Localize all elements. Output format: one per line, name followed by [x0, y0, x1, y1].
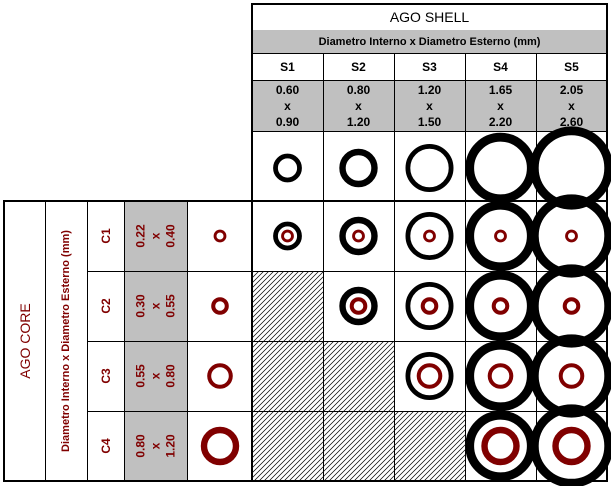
core-inner-diameter: 0.22 [133, 224, 147, 248]
core-x-separator: x [148, 372, 162, 380]
combo-core-ring [567, 231, 577, 241]
combo-core-ring [352, 299, 366, 313]
combo-core-ring [419, 365, 441, 387]
shell-label-s5: S5 [564, 59, 579, 74]
shell-x-separator: x [497, 99, 504, 113]
shell-label-s4: S4 [493, 59, 508, 74]
combo-shell-ring [470, 345, 532, 407]
core-inner-diameter: 0.80 [133, 434, 147, 458]
core-ring-c1 [215, 231, 225, 241]
combo-core-ring [494, 299, 508, 313]
grid-line [87, 341, 607, 342]
shell-ring-s2 [343, 152, 375, 184]
grid-line [45, 201, 46, 481]
grid-line [124, 201, 125, 481]
shell-outer-diameter: 1.50 [417, 115, 442, 129]
combo-core-ring [565, 299, 579, 313]
core-outer-diameter: 0.55 [163, 294, 177, 318]
shell-inner-diameter: 2.05 [559, 83, 584, 97]
shell-inner-diameter: 0.80 [346, 83, 371, 97]
shell-outer-diameter: 1.20 [346, 115, 371, 129]
grid-line [252, 80, 607, 81]
grid-line [87, 201, 88, 481]
combo-shell-ring [534, 199, 608, 273]
core-label-text: C2 [98, 298, 113, 314]
grid-line [87, 411, 607, 412]
combo-shell-ring [408, 284, 451, 327]
shell-outer-diameter: 0.90 [275, 115, 300, 129]
combo-shell-ring [470, 415, 532, 477]
shell-outer-diameter: 2.60 [559, 115, 584, 129]
combo-shell-ring [534, 269, 608, 343]
grid-line [187, 201, 188, 481]
combo-shell-ring [408, 354, 451, 397]
combo-shell-ring [470, 275, 532, 337]
core-ring-c3 [209, 365, 231, 387]
core-x-separator: x [148, 302, 162, 310]
core-x-separator: x [148, 442, 162, 450]
shell-label-s3: S3 [422, 59, 437, 74]
core-outer-diameter: 0.80 [163, 364, 177, 388]
shell-subtitle: Diametro Interno x Diametro Esterno (mm) [318, 35, 541, 48]
shell-inner-diameter: 1.65 [488, 83, 513, 97]
grid-line [252, 131, 607, 132]
grid-line [252, 53, 607, 54]
shell-x-separator: x [355, 99, 362, 113]
shell-ring-s1 [276, 156, 300, 180]
shell-ring-s3 [408, 146, 451, 189]
shell-label-s2: S2 [351, 59, 366, 74]
combo-core-ring [561, 365, 583, 387]
shell-label-s1: S1 [280, 59, 295, 74]
combo-core-ring [556, 430, 588, 462]
shell-x-separator: x [426, 99, 433, 113]
grid-line [536, 53, 537, 481]
core-subtitle-text: Diametro Interno x Diametro Esterno (mm) [60, 230, 72, 452]
combo-shell-ring [534, 339, 608, 413]
combo-core-ring [425, 231, 435, 241]
grid-line [394, 53, 395, 481]
core-label-text: C1 [98, 228, 113, 244]
combo-shell-ring [470, 205, 532, 267]
shell-inner-diameter: 1.20 [417, 83, 442, 97]
combo-core-ring [490, 365, 512, 387]
combo-shell-ring [343, 290, 375, 322]
core-outer-diameter: 0.40 [163, 224, 177, 248]
combo-core-ring [485, 430, 517, 462]
shell-title: AGO SHELL [389, 9, 470, 25]
core-label-text: C3 [98, 368, 113, 384]
core-outer-diameter: 1.20 [163, 434, 177, 458]
core-inner-diameter: 0.30 [133, 294, 147, 318]
shell-outer-diameter: 2.20 [488, 115, 513, 129]
combo-core-ring [496, 231, 506, 241]
core-ring-c2 [213, 299, 227, 313]
combo-core-ring [283, 231, 293, 241]
combo-shell-ring [534, 409, 608, 483]
shell-inner-diameter: 0.60 [275, 83, 300, 97]
core-label-text: C4 [98, 438, 113, 454]
shell-x-separator: x [284, 99, 291, 113]
core-inner-diameter: 0.55 [133, 364, 147, 388]
grid-line [3, 480, 608, 482]
core-ring-c4 [204, 430, 236, 462]
grid-line [251, 3, 608, 5]
grid-line [3, 200, 608, 202]
grid-line [465, 53, 466, 481]
shell-ring-s5 [534, 131, 608, 205]
core-x-separator: x [148, 232, 162, 240]
grid-line [323, 53, 324, 481]
grid-line [87, 271, 607, 272]
shell-ring-s4 [470, 137, 532, 199]
combo-shell-ring [343, 220, 375, 252]
grid-line [3, 200, 5, 482]
combo-core-ring [423, 299, 437, 313]
combo-core-ring [354, 231, 364, 241]
combo-shell-ring [408, 214, 451, 257]
shell-x-separator: x [568, 99, 575, 113]
combo-shell-ring [276, 224, 300, 248]
core-title-text: AGO CORE [16, 303, 33, 379]
